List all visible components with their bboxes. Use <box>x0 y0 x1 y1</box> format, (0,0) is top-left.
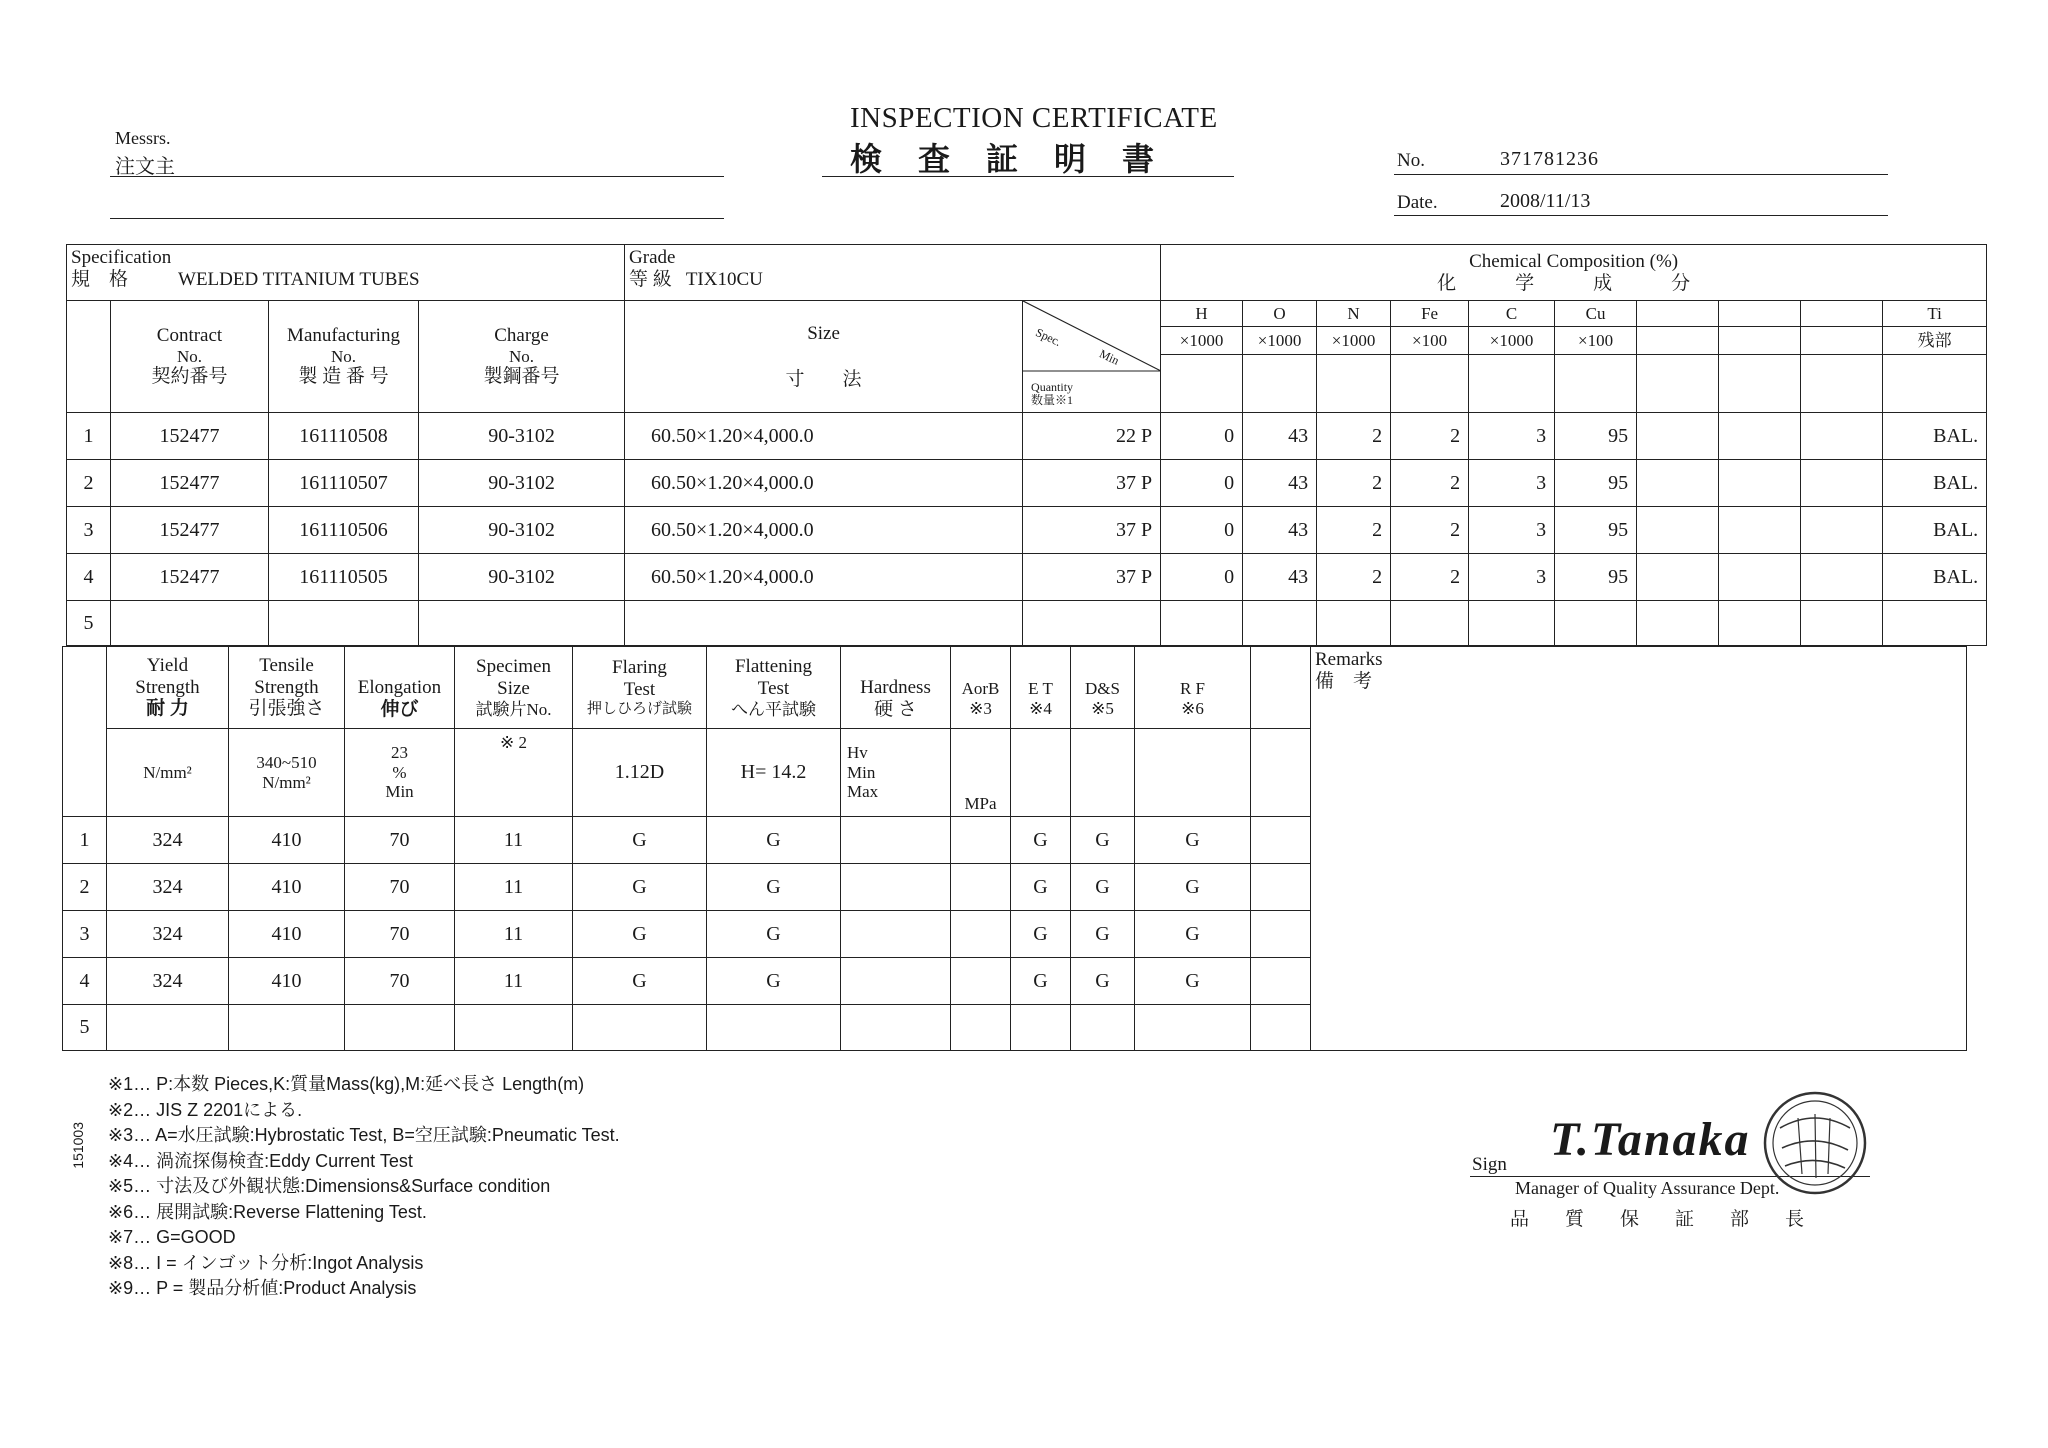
chem-Cu-symbol: Cu <box>1555 301 1637 327</box>
rf-header: R F ※6 <box>1135 647 1251 729</box>
chem-cell: 2 <box>1391 460 1469 507</box>
charge-header-no: No. <box>509 346 535 366</box>
flaring-spec: 1.12D <box>573 729 707 817</box>
no-value: 371781236 <box>1500 148 1599 170</box>
size-cell: 60.50×1.20×4,000.0 <box>625 554 1023 601</box>
flattening-cell: G <box>707 911 841 958</box>
chem-cell: 2 <box>1317 554 1391 601</box>
flaring-cell: G <box>573 864 707 911</box>
grade-cell <box>625 245 1161 301</box>
manufacturing-header-no: No. <box>330 346 357 366</box>
remarks-cell <box>1311 647 1967 1051</box>
quantity-header <box>1023 301 1161 413</box>
contract-header-no: No. <box>176 346 203 366</box>
table-row <box>67 413 1987 460</box>
specimen-cell: 11 <box>455 864 573 911</box>
chem-Cu-unit: ×100 <box>1555 327 1637 355</box>
grade-label: Grade <box>629 247 676 268</box>
footnote: ※4… 渦流探傷検査:Eddy Current Test <box>108 1150 413 1171</box>
chem-H-unit: ×1000 <box>1161 327 1243 355</box>
chem-cell: 0 <box>1161 554 1243 601</box>
hardness-cell <box>841 958 951 1005</box>
manufacturing-header <box>269 301 419 413</box>
ti-cell: BAL. <box>1883 460 1987 507</box>
tensile-cell: 410 <box>229 817 345 864</box>
chem-N-unit: ×1000 <box>1317 327 1391 355</box>
tensile-header: Tensile Strength 引張強さ <box>229 647 345 729</box>
flaring-cell: G <box>573 911 707 958</box>
messrs-underline-2 <box>110 218 724 219</box>
et-cell: G <box>1011 911 1071 958</box>
et-cell: G <box>1011 817 1071 864</box>
tensile-spec: 340~510 N/mm² <box>229 729 345 817</box>
messrs-underline-1 <box>110 176 724 177</box>
flaring-cell: G <box>573 958 707 1005</box>
charge-cell <box>419 601 625 646</box>
chem-cell: 95 <box>1555 507 1637 554</box>
spec-table <box>66 244 1987 646</box>
yield-cell <box>107 1005 229 1051</box>
row-no: 2 <box>67 460 111 507</box>
et-cell: G <box>1011 864 1071 911</box>
charge-cell: 90-3102 <box>419 460 625 507</box>
tensile-cell: 410 <box>229 958 345 1005</box>
date-underline <box>1394 215 1888 216</box>
flattening-header: Flattening Test へん平試験 <box>707 647 841 729</box>
chem-Ti-unit: 残部 <box>1883 327 1987 355</box>
specimen-cell: 11 <box>455 911 573 958</box>
manufacturing-header-label: Manufacturing <box>287 324 400 346</box>
hardness-cell <box>841 911 951 958</box>
chem-cell: 0 <box>1161 507 1243 554</box>
spec-value: WELDED TITANIUM TUBES <box>178 268 420 290</box>
chem-cell: 43 <box>1243 413 1317 460</box>
specimen-cell: 11 <box>455 817 573 864</box>
elongation-cell: 70 <box>345 958 455 1005</box>
tensile-cell: 410 <box>229 911 345 958</box>
footnote: ※8… I = インゴット分析:Ingot Analysis <box>108 1252 424 1273</box>
tensile-cell: 410 <box>229 864 345 911</box>
chem-cell: 0 <box>1161 460 1243 507</box>
yield-header: Yield Strength 耐 力 <box>107 647 229 729</box>
chem-O-symbol: O <box>1243 301 1317 327</box>
contract-cell: 152477 <box>111 460 269 507</box>
chem-cell: 3 <box>1469 507 1555 554</box>
aorb-cell <box>951 911 1011 958</box>
mech-row-no: 3 <box>63 911 107 958</box>
chem-cell: 95 <box>1555 413 1637 460</box>
contract-cell <box>111 601 269 646</box>
yield-cell: 324 <box>107 958 229 1005</box>
row-no: 3 <box>67 507 111 554</box>
footnote: ※5… 寸法及び外観状態:Dimensions&Surface condition <box>108 1176 551 1196</box>
manager-title: Manager of Quality Assurance Dept. <box>1515 1178 1780 1198</box>
elongation-header: Elongation 伸び <box>345 647 455 729</box>
contract-header <box>111 301 269 413</box>
chem-cell: 3 <box>1469 413 1555 460</box>
seal-stamp-icon <box>1760 1088 1870 1198</box>
elongation-cell <box>345 1005 455 1051</box>
messrs-label: Messrs. <box>115 128 171 148</box>
elongation-cell: 70 <box>345 864 455 911</box>
hardness-cell <box>841 817 951 864</box>
chem-title-cell <box>1161 245 1987 301</box>
spec-label: Specification <box>71 247 172 268</box>
et-header: E T ※4 <box>1011 647 1071 729</box>
quantity-label: Quantity 数量※1 <box>1031 380 1074 408</box>
title-en: INSPECTION CERTIFICATE <box>850 102 1218 134</box>
yield-cell: 324 <box>107 864 229 911</box>
aorb-header: AorB ※3 <box>951 647 1011 729</box>
chem-C-symbol: C <box>1469 301 1555 327</box>
table-row <box>67 460 1987 507</box>
rf-cell: G <box>1135 958 1251 1005</box>
flattening-cell: G <box>707 958 841 1005</box>
flaring-header: Flaring Test 押しひろげ試験 <box>573 647 707 729</box>
size-header-ja: 寸 法 <box>785 368 862 390</box>
contract-header-label: Contract <box>156 324 223 346</box>
chem-label-ja: 化 学 成 分 <box>1437 272 1711 294</box>
row-no-header <box>67 301 111 413</box>
hardness-cell <box>841 1005 951 1051</box>
chem-N-symbol: N <box>1317 301 1391 327</box>
size-cell: 60.50×1.20×4,000.0 <box>625 413 1023 460</box>
ti-cell: BAL. <box>1883 554 1987 601</box>
chem-cell: 43 <box>1243 554 1317 601</box>
manufacturing-cell: 161110505 <box>269 554 419 601</box>
grade-value: TIX10CU <box>685 268 763 290</box>
chem-cell: 43 <box>1243 460 1317 507</box>
ds-cell: G <box>1071 864 1135 911</box>
quantity-cell: 37 P <box>1023 460 1161 507</box>
signature-value: T.Tanaka <box>1550 1113 1751 1166</box>
et-cell <box>1011 1005 1071 1051</box>
aorb-cell <box>951 1005 1011 1051</box>
table-row <box>67 601 1987 646</box>
rf-cell <box>1135 1005 1251 1051</box>
side-code: 151003 <box>70 1122 86 1169</box>
ds-cell: G <box>1071 817 1135 864</box>
manufacturing-cell: 161110507 <box>269 460 419 507</box>
mech-row-no: 4 <box>63 958 107 1005</box>
footnote: ※2… JIS Z 2201による. <box>108 1099 303 1120</box>
size-header-label: Size <box>807 322 840 344</box>
flaring-cell <box>573 1005 707 1051</box>
footnote: ※9… P = 製品分析値:Product Analysis <box>108 1278 417 1298</box>
ds-cell: G <box>1071 911 1135 958</box>
mech-row-no: 1 <box>63 817 107 864</box>
footnote: ※7… G=GOOD <box>108 1227 236 1247</box>
footnotes <box>108 1072 620 1302</box>
chem-Fe-symbol: Fe <box>1391 301 1469 327</box>
specimen-header: Specimen Size 試験片No. <box>455 647 573 729</box>
hardness-spec: Hv Min Max <box>841 729 951 817</box>
specimen-spec: ※ 2 <box>455 729 573 817</box>
ti-cell: BAL. <box>1883 507 1987 554</box>
charge-header-label: Charge <box>494 324 549 346</box>
chem-cell: 0 <box>1161 413 1243 460</box>
flattening-cell: G <box>707 817 841 864</box>
chem-cell: 95 <box>1555 460 1637 507</box>
spec-label-ja: 規 格 <box>71 268 129 290</box>
flattening-cell <box>707 1005 841 1051</box>
aorb-cell <box>951 817 1011 864</box>
chem-cell: 2 <box>1391 413 1469 460</box>
size-header <box>625 301 1023 413</box>
hardness-cell <box>841 864 951 911</box>
et-cell: G <box>1011 958 1071 1005</box>
chem-C-unit: ×1000 <box>1469 327 1555 355</box>
chem-cell: 3 <box>1469 460 1555 507</box>
messrs-value: 注文主 <box>115 156 175 178</box>
aorb-cell <box>951 864 1011 911</box>
grade-label-ja: 等 級 <box>629 268 672 290</box>
quantity-cell: 37 P <box>1023 554 1161 601</box>
sign-label: Sign <box>1472 1154 1507 1175</box>
chem-O-unit: ×1000 <box>1243 327 1317 355</box>
ds-header: D&S ※5 <box>1071 647 1135 729</box>
charge-cell: 90-3102 <box>419 554 625 601</box>
quantity-cell: 37 P <box>1023 507 1161 554</box>
chem-cell: 95 <box>1555 554 1637 601</box>
hardness-header: Hardness 硬 さ <box>841 647 951 729</box>
quantity-spec-a: Spec. <box>1033 325 1064 349</box>
manufacturing-cell: 161110506 <box>269 507 419 554</box>
footnote: ※1… P:本数 Pieces,K:質量Mass(kg),M:延べ長さ Length(m) <box>108 1074 585 1094</box>
mechanical-table <box>62 646 1967 1051</box>
contract-header-ja: 契約番号 <box>151 366 228 388</box>
mech-row-no: 5 <box>63 1005 107 1051</box>
yield-cell: 324 <box>107 911 229 958</box>
chem-H-symbol: H <box>1161 301 1243 327</box>
row-no: 5 <box>67 601 111 646</box>
table-row <box>67 554 1987 601</box>
chem-Fe-unit: ×100 <box>1391 327 1469 355</box>
chem-cell: 2 <box>1391 554 1469 601</box>
footnote: ※6… 展開試験:Reverse Flattening Test. <box>108 1201 427 1222</box>
title-underline <box>822 176 1234 177</box>
spec-cell <box>67 245 625 301</box>
chem-cell: 3 <box>1469 554 1555 601</box>
quantity-spec-b: Min <box>1097 346 1122 368</box>
tensile-cell <box>229 1005 345 1051</box>
aorb-cell <box>951 958 1011 1005</box>
rf-cell: G <box>1135 864 1251 911</box>
charge-header-ja: 製鋼番号 <box>483 366 560 388</box>
elongation-spec: 23 % Min <box>345 729 455 817</box>
manager-title-ja: 品質保証部長 <box>1510 1209 1841 1230</box>
mech-row-no-header <box>63 647 107 817</box>
chem-cell: 2 <box>1317 507 1391 554</box>
yield-spec: N/mm² <box>107 729 229 817</box>
size-cell <box>625 601 1023 646</box>
elongation-cell: 70 <box>345 817 455 864</box>
chem-Ti-symbol: Ti <box>1883 301 1987 327</box>
chem-cell: 2 <box>1391 507 1469 554</box>
flattening-cell: G <box>707 864 841 911</box>
ds-cell <box>1071 1005 1135 1051</box>
table-row <box>67 507 1987 554</box>
no-label: No. <box>1397 150 1425 171</box>
ti-cell: BAL. <box>1883 413 1987 460</box>
chem-cell: 2 <box>1317 460 1391 507</box>
specimen-cell <box>455 1005 573 1051</box>
flattening-spec: H= 14.2 <box>707 729 841 817</box>
remarks-label: Remarks <box>1315 649 1383 670</box>
remarks-label-ja: 備 考 <box>1315 670 1373 692</box>
manufacturing-cell <box>269 601 419 646</box>
row-no: 4 <box>67 554 111 601</box>
charge-header <box>419 301 625 413</box>
chem-cell: 43 <box>1243 507 1317 554</box>
ds-cell: G <box>1071 958 1135 1005</box>
size-cell: 60.50×1.20×4,000.0 <box>625 460 1023 507</box>
footnote: ※3… A=水圧試験:Hybrostatic Test, B=空圧試験:Pneumatic Test. <box>108 1125 620 1145</box>
charge-cell: 90-3102 <box>419 507 625 554</box>
manufacturing-header-ja: 製 造 番 号 <box>298 366 389 388</box>
rf-cell: G <box>1135 911 1251 958</box>
flaring-cell: G <box>573 817 707 864</box>
rf-cell: G <box>1135 817 1251 864</box>
mech-row-no: 2 <box>63 864 107 911</box>
date-value: 2008/11/13 <box>1500 190 1591 212</box>
chem-cell: 2 <box>1317 413 1391 460</box>
size-cell: 60.50×1.20×4,000.0 <box>625 507 1023 554</box>
row-no: 1 <box>67 413 111 460</box>
contract-cell: 152477 <box>111 554 269 601</box>
specimen-cell: 11 <box>455 958 573 1005</box>
elongation-cell: 70 <box>345 911 455 958</box>
aorb-spec: MPa <box>951 729 1011 817</box>
chem-label: Chemical Composition (%) <box>1469 250 1679 272</box>
no-underline <box>1394 174 1888 175</box>
title-ja: 検査証明書 <box>850 141 1191 177</box>
charge-cell: 90-3102 <box>419 413 625 460</box>
quantity-cell <box>1023 601 1161 646</box>
manufacturing-cell: 161110508 <box>269 413 419 460</box>
date-label: Date. <box>1397 192 1438 213</box>
contract-cell: 152477 <box>111 413 269 460</box>
yield-cell: 324 <box>107 817 229 864</box>
contract-cell: 152477 <box>111 507 269 554</box>
quantity-cell: 22 P <box>1023 413 1161 460</box>
